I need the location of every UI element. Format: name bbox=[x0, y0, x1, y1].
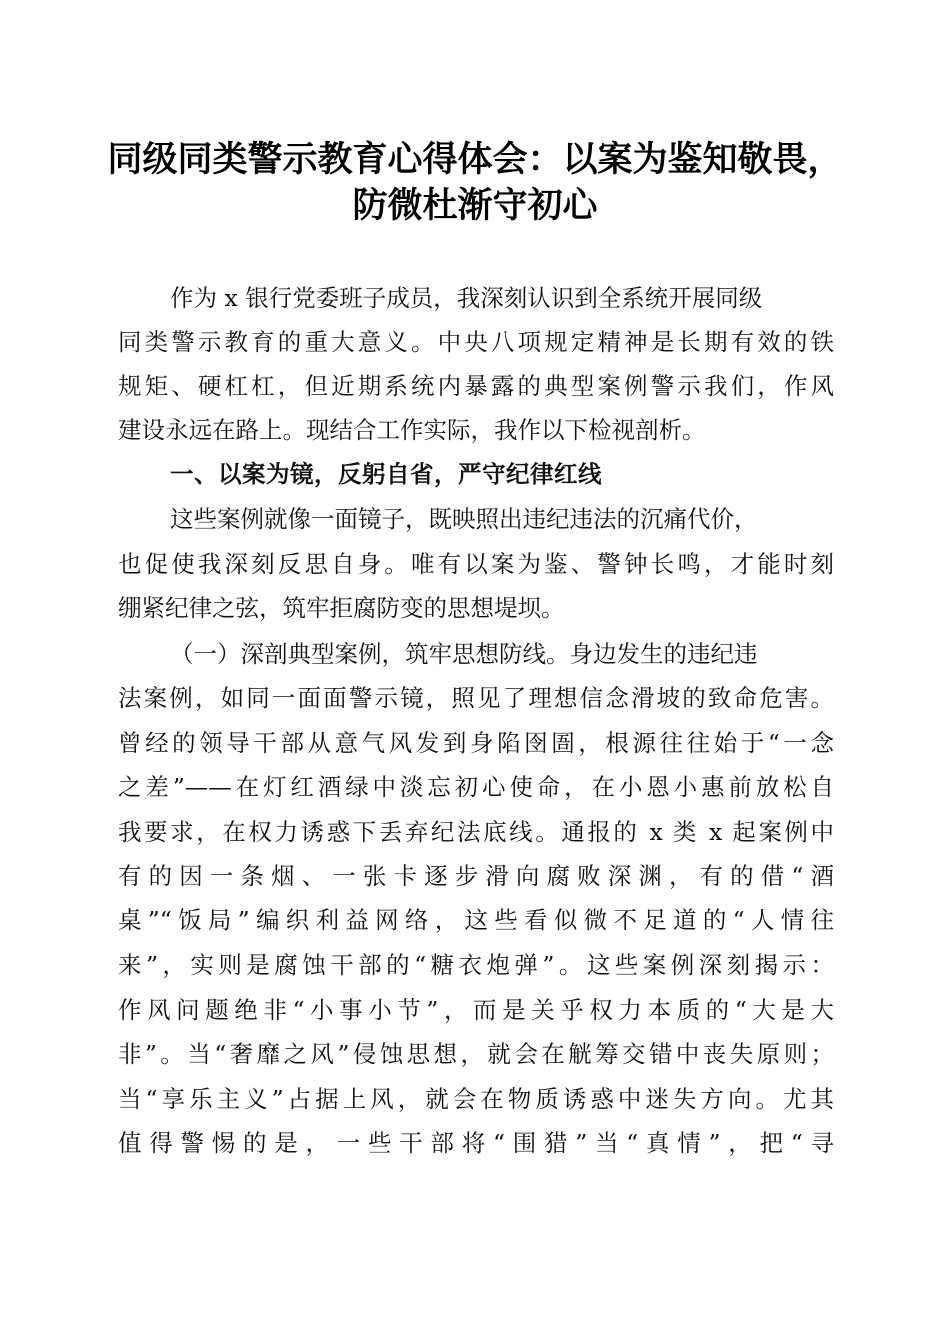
paragraph-line: 非”。当“奢靡之风”侵蚀思想，就会在觥筹交错中丧失原则； bbox=[118, 1040, 834, 1068]
paragraph-line: 作风问题绝非“小事小节”，而是关乎权力本质的“大是大 bbox=[118, 996, 834, 1024]
paragraph-line: 这些案例就像一面镜子，既映照出违纪违法的沉痛代价， bbox=[170, 505, 758, 533]
paragraph-line: 来”，实则是腐蚀干部的“糖衣炮弹”。这些案例深刻揭示： bbox=[118, 951, 834, 979]
document-title-line-1: 同级同类警示教育心得体会：以案为鉴知敬畏， bbox=[107, 139, 843, 180]
paragraph-line: 建设永远在路上。现结合工作实际，我作以下检视剖析。 bbox=[118, 416, 706, 444]
paragraph-line: 曾经的领导干部从意气风发到身陷囹圄，根源往往始于“一念 bbox=[118, 729, 834, 757]
paragraph-line: 绷紧纪律之弦，筑牢拒腐防变的思想堤坝。 bbox=[118, 594, 565, 622]
paragraph-line: 之差”——在灯红酒绿中淡忘初心使命，在小恩小惠前放松自 bbox=[118, 773, 834, 801]
paragraph-line: 法案例，如同一面面警示镜，照见了理想信念滑坡的致命危害。 bbox=[118, 684, 834, 712]
paragraph-line: 规矩、硬杠杠，但近期系统内暴露的典型案例警示我们，作风 bbox=[118, 372, 834, 400]
paragraph-line: 我要求，在权力诱惑下丢弃纪法底线。通报的 x 类 x 起案例中 bbox=[118, 818, 834, 846]
section-heading: 一、以案为镜，反躬自省，严守纪律红线 bbox=[170, 460, 602, 488]
paragraph-line: 也促使我深刻反思自身。唯有以案为鉴、警钟长鸣，才能时刻 bbox=[118, 550, 834, 578]
paragraph-line: 值得警惕的是，一些干部将“围猎”当“真情”，把“寻 bbox=[118, 1129, 834, 1157]
document-title-line-2: 防微杜渐守初心 bbox=[352, 185, 598, 226]
paragraph-line: 桌”“饭局”编织利益网络，这些看似微不足道的“人情往 bbox=[118, 906, 834, 934]
paragraph-line: 当“享乐主义”占据上风，就会在物质诱惑中迷失方向。尤其 bbox=[118, 1085, 834, 1113]
paragraph-line: 有的因一条烟、一张卡逐步滑向腐败深渊，有的借“酒 bbox=[118, 862, 834, 890]
paragraph-line: （一）深剖典型案例，筑牢思想防线。身边发生的违纪违 bbox=[170, 640, 758, 668]
paragraph-line: 作为 x 银行党委班子成员，我深刻认识到全系统开展同级 bbox=[170, 284, 763, 312]
paragraph-line: 同类警示教育的重大意义。中央八项规定精神是长期有效的铁 bbox=[118, 328, 834, 356]
